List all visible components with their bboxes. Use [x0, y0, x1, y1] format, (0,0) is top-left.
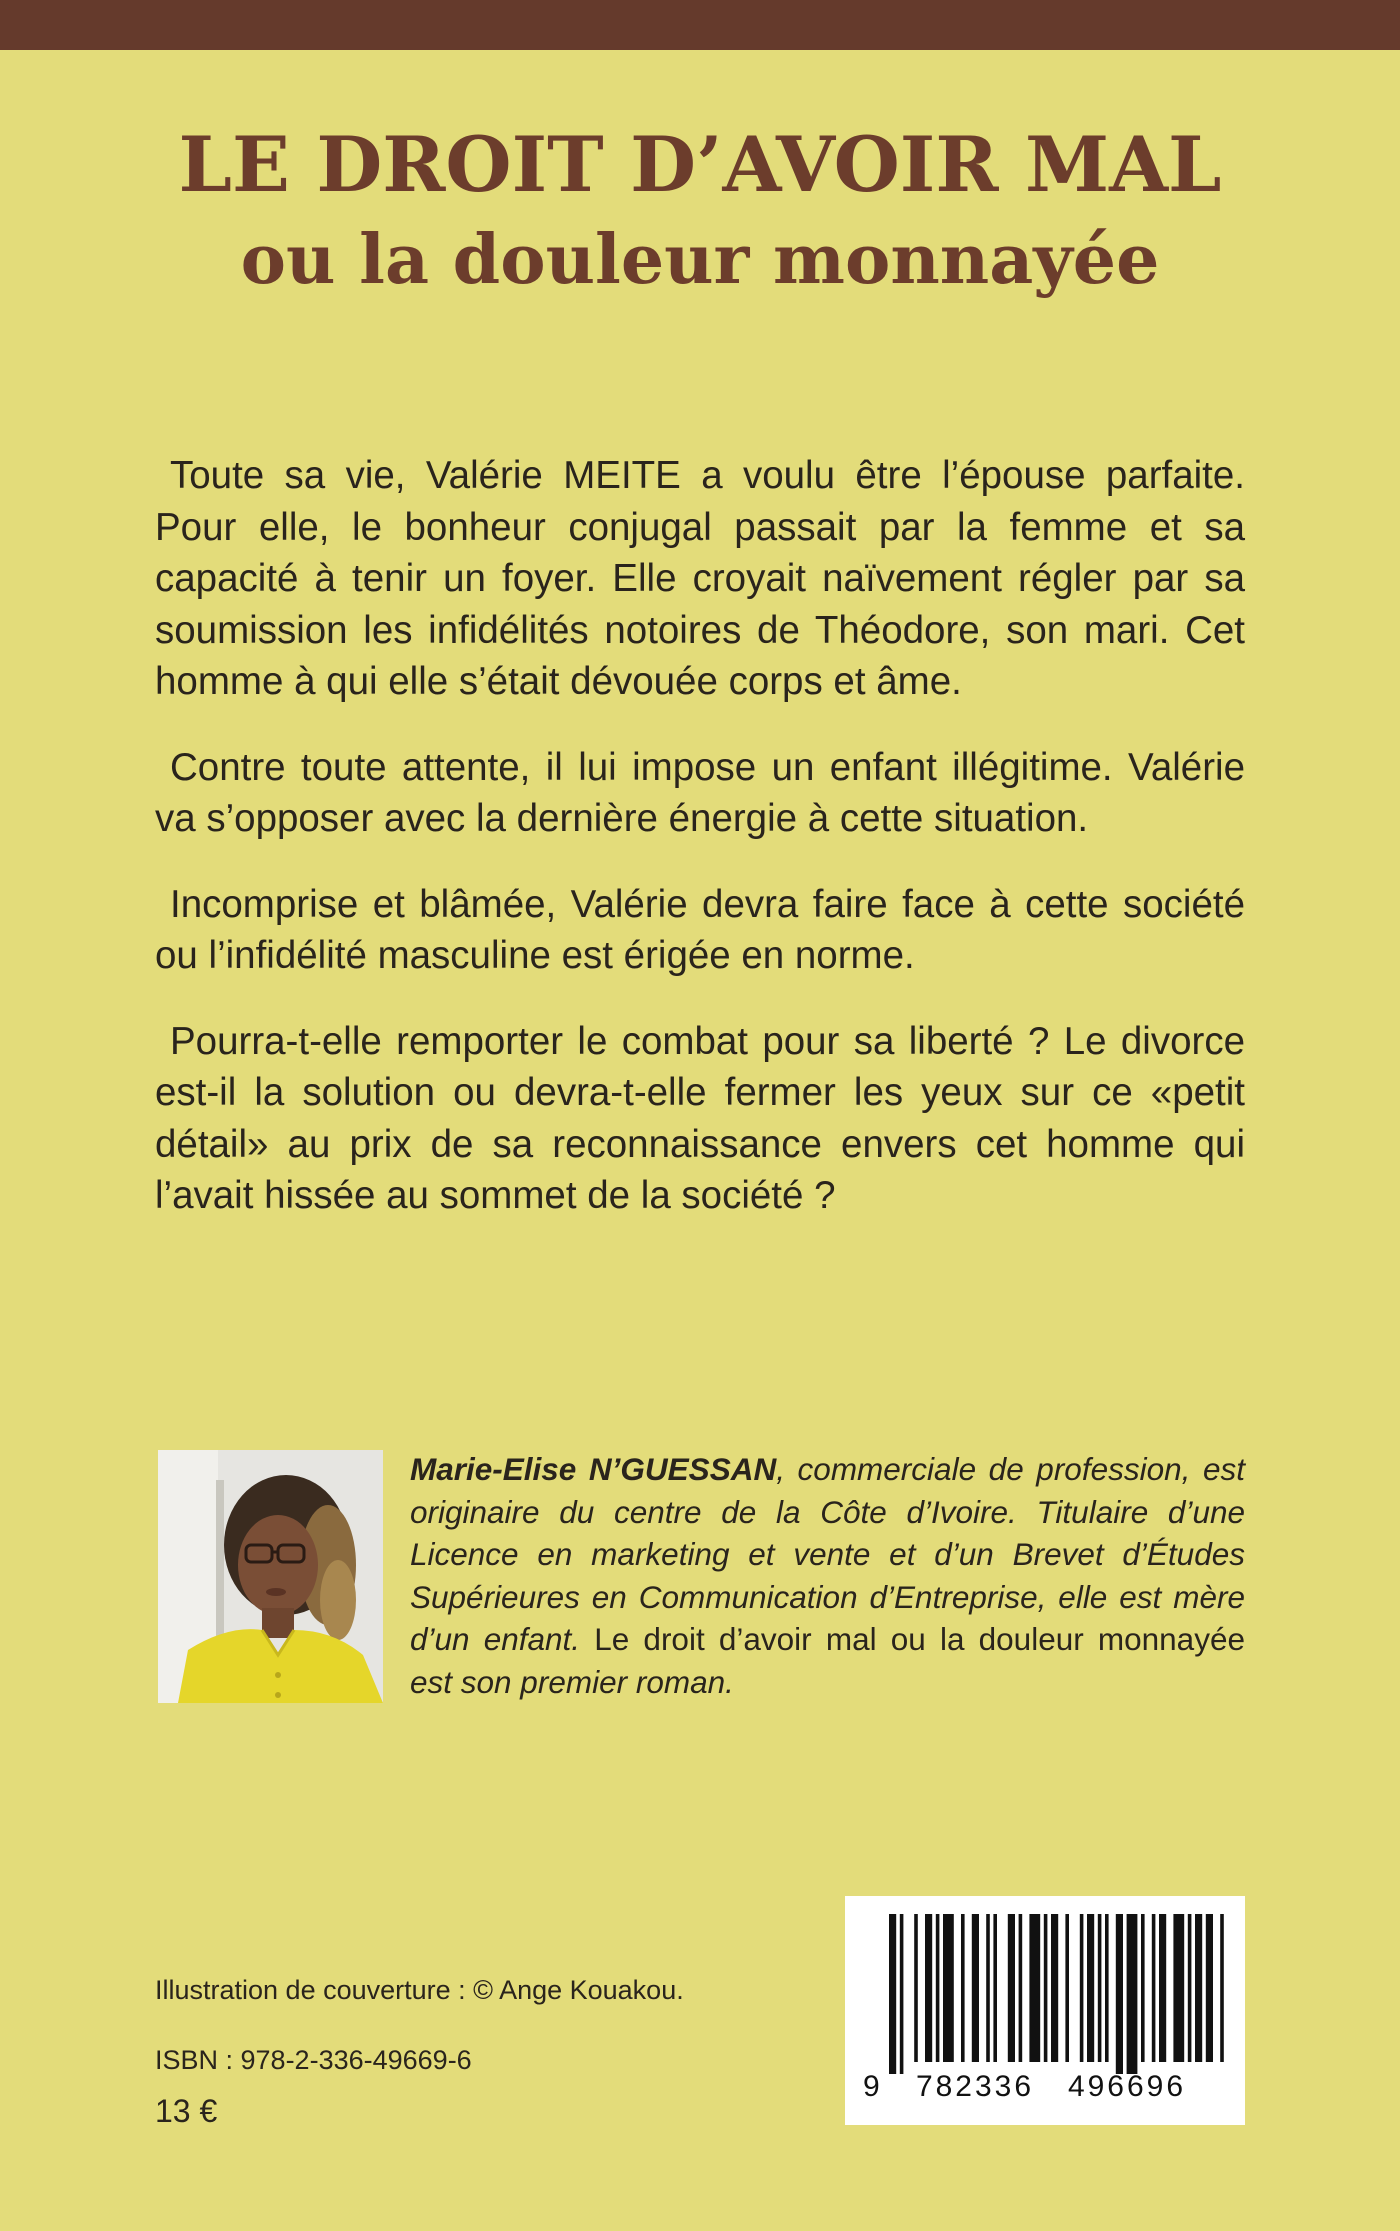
- barcode-bar: [986, 1914, 990, 2062]
- barcode-bar: [1173, 1914, 1184, 2062]
- barcode-digit-lead: 9: [863, 2070, 880, 2103]
- barcode-bar: [1159, 1914, 1166, 2062]
- barcode-bars: [889, 1914, 1224, 2074]
- barcode-bar: [889, 1914, 896, 2074]
- barcode-bar: [1008, 1914, 1015, 2062]
- barcode-bar: [1195, 1914, 1202, 2062]
- barcode-bar: [1105, 1914, 1109, 2062]
- price-label: 13 €: [155, 2093, 218, 2129]
- barcode-bar: [961, 1914, 965, 2062]
- book-title: [0, 115, 1400, 305]
- barcode-bar: [1019, 1914, 1023, 2062]
- barcode-bar: [1051, 1914, 1058, 2062]
- barcode-bar: [1044, 1914, 1048, 2062]
- blurb-paragraph: Contre toute attente, il lui impose un enfant illégitime. Valérie va s’opposer avec la dernière énergie à cette situation.: [155, 745, 1245, 840]
- barcode-bar: [993, 1914, 997, 2062]
- barcode-bar: [925, 1914, 932, 2062]
- barcode-digits-left: 782336: [915, 2070, 1035, 2103]
- barcode-bar: [936, 1914, 940, 2062]
- author-name: Marie-Elise N’GUESSAN: [410, 1451, 777, 1487]
- top-border-band: [0, 0, 1400, 50]
- barcode-bar: [1152, 1914, 1156, 2062]
- blurb-paragraph: Pourra-t-elle remporter le combat pour sa liberté ? Le divorce est-il la solution ou devra-t-elle fermer les yeux sur ce «petit détail» au prix de sa reconnaissance envers cet homme qui l’avait hissée au sommet de la société ?: [155, 1019, 1245, 1217]
- author-biography: [410, 1448, 1245, 1704]
- barcode-bar: [1029, 1914, 1040, 2062]
- barcode-bar: [1065, 1914, 1069, 2062]
- back-cover-blurb: [155, 450, 1245, 1256]
- isbn-number: ISBN : 978-2-336-49669-6: [155, 2045, 472, 2075]
- barcode-bar: [1206, 1914, 1213, 2062]
- title-subtitle: ou la douleur monnayée: [240, 220, 1160, 300]
- barcode-bar: [1080, 1914, 1084, 2062]
- author-book-title: Le droit d’avoir mal ou la douleur monnayée: [594, 1621, 1245, 1658]
- barcode-bar: [943, 1914, 954, 2062]
- barcode-bar: [1098, 1914, 1102, 2062]
- barcode-bar: [1087, 1914, 1094, 2062]
- barcode-bar: [972, 1914, 979, 2062]
- blurb-paragraph: Toute sa vie, Valérie MEITE a voulu être l’épouse parfaite. Pour elle, le bonheur conjugal passait par la femme et sa capacité à tenir un foyer. Elle croyait naïvement régler par sa soumission les infidélités notoires de Théodore, son mari. Cet homme à qui elle s’était dévouée corps et âme.: [155, 454, 1245, 703]
- illustration-credit: Illustration de couverture : © Ange Kouakou.: [155, 1975, 684, 2005]
- author-bio-ending: est son premier roman.: [410, 1663, 734, 1700]
- barcode-bar: [1127, 1914, 1138, 2074]
- author-photo: [158, 1450, 383, 1703]
- barcode-bar: [1220, 1914, 1224, 2062]
- title-main: LE DROIT D’AVOIR MAL: [178, 120, 1222, 209]
- isbn-barcode: [845, 1896, 1245, 2125]
- barcode-bar: [1188, 1914, 1192, 2062]
- barcode-bar: [1141, 1914, 1145, 2062]
- author-portrait-illustration: [158, 1450, 383, 1703]
- barcode-bar: [914, 1914, 918, 2062]
- barcode-bar: [900, 1914, 904, 2074]
- blurb-paragraph: Incomprise et blâmée, Valérie devra faire face à cette société ou l’infidélité masculine est érigée en norme.: [155, 882, 1245, 977]
- barcode-graphic: [845, 1896, 1245, 2125]
- barcode-bar: [1116, 1914, 1123, 2074]
- author-bio-text: , commerciale de profession, est originaire du centre de la Côte d’Ivoire. Titulaire d’une Licence en marketing et vente et d’un Brevet d’Études Supérieures en Communication d’Entreprise, elle est mère d’un enfant.: [410, 1451, 1245, 1658]
- barcode-digits-right: 496696: [1067, 2070, 1187, 2103]
